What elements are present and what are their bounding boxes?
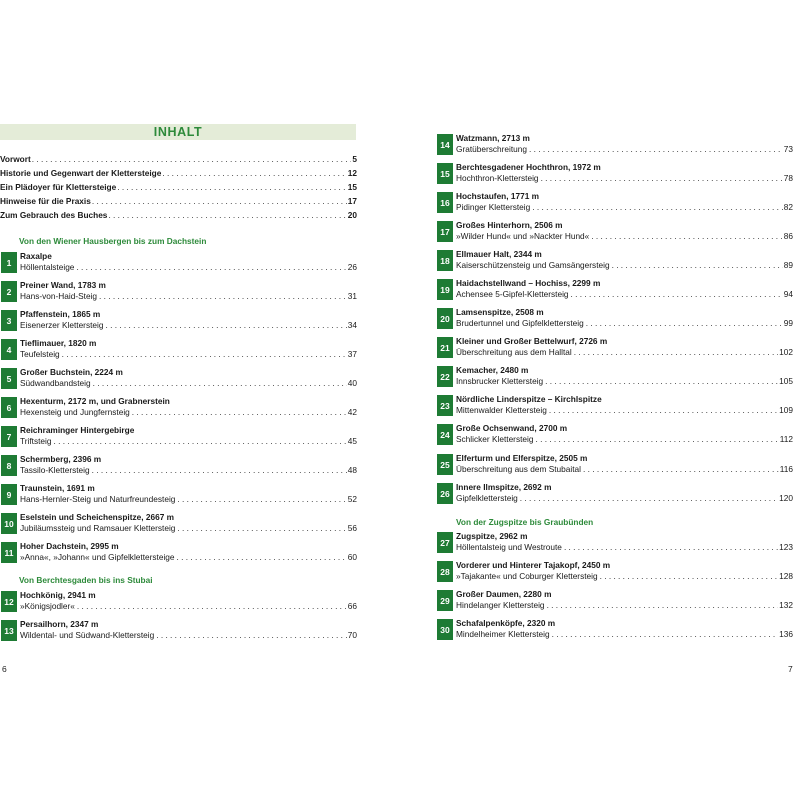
toc-entry[interactable] bbox=[1, 281, 357, 307]
route-page: 52 bbox=[347, 494, 357, 504]
section-heading: Von der Zugspitze bis Graubünden bbox=[456, 517, 594, 527]
route-number-badge: 15 bbox=[437, 163, 453, 184]
toc-entry[interactable] bbox=[1, 455, 357, 481]
toc-entry[interactable] bbox=[1, 620, 357, 646]
route-page: 86 bbox=[783, 231, 793, 241]
route-page: 105 bbox=[779, 376, 793, 386]
toc-entry[interactable] bbox=[1, 339, 357, 365]
route-number-badge: 6 bbox=[1, 397, 17, 418]
route-subtitle: Hexensteig und Jungfernsteig bbox=[20, 407, 130, 417]
route-subtitle: Achensee 5-Gipfel-Klettersteig bbox=[456, 289, 569, 299]
toc-entry[interactable] bbox=[1, 310, 357, 336]
route-title: Kleiner und Großer Bettelwurf, 2726 m bbox=[456, 336, 608, 346]
route-number-badge: 14 bbox=[437, 134, 453, 155]
route-title: Eselstein und Scheichenspitze, 2667 m bbox=[20, 512, 175, 522]
route-number-badge: 5 bbox=[1, 368, 17, 389]
route-number-badge: 24 bbox=[437, 424, 453, 445]
route-page: 48 bbox=[347, 465, 357, 475]
route-number-badge: 22 bbox=[437, 366, 453, 387]
route-number-badge: 2 bbox=[1, 281, 17, 302]
route-number-badge: 25 bbox=[437, 454, 453, 475]
route-subtitle: »Anna«, »Johann« und Gipfelklettersteige bbox=[20, 552, 175, 562]
route-number-badge: 30 bbox=[437, 619, 453, 640]
route-title: Große Ochsenwand, 2700 m bbox=[456, 423, 568, 433]
route-number-badge: 29 bbox=[437, 590, 453, 611]
toc-entry[interactable] bbox=[1, 513, 357, 539]
toc-intro-row[interactable]: Vorwort . . . 5 bbox=[0, 154, 357, 168]
route-number-badge: 18 bbox=[437, 250, 453, 271]
route-subtitle: Hans-von-Haid-Steig bbox=[20, 291, 98, 301]
route-page: 128 bbox=[779, 571, 793, 581]
route-title: Hexenturm, 2172 m, und Grabnerstein bbox=[20, 396, 170, 406]
route-title: Kemacher, 2480 m bbox=[456, 365, 529, 375]
route-page: 45 bbox=[347, 436, 357, 446]
route-page: 99 bbox=[783, 318, 793, 328]
route-title: Tieflimauer, 1820 m bbox=[20, 338, 97, 348]
toc-entry[interactable] bbox=[1, 397, 357, 423]
toc-entry[interactable] bbox=[437, 337, 793, 363]
route-title: Zugspitze, 2962 m bbox=[456, 531, 528, 541]
route-title: Großer Daumen, 2280 m bbox=[456, 589, 552, 599]
route-page: 26 bbox=[347, 262, 357, 272]
toc-entry[interactable] bbox=[437, 561, 793, 587]
route-number-badge: 19 bbox=[437, 279, 453, 300]
toc-intro-row[interactable]: Hinweise für die Praxis . . . 17 bbox=[0, 196, 357, 210]
route-title: Hochstaufen, 1771 m bbox=[456, 191, 539, 201]
route-title: Großer Buchstein, 2224 m bbox=[20, 367, 123, 377]
route-subtitle: Mindelheimer Klettersteig bbox=[456, 629, 550, 639]
toc-entry[interactable] bbox=[437, 454, 793, 480]
route-page: 82 bbox=[783, 202, 793, 212]
toc-entry[interactable] bbox=[1, 542, 357, 568]
route-title: Persailhorn, 2347 m bbox=[20, 619, 99, 629]
toc-entry[interactable] bbox=[437, 308, 793, 334]
route-number-badge: 28 bbox=[437, 561, 453, 582]
route-subtitle: Mittenwalder Klettersteig bbox=[456, 405, 547, 415]
intro-list bbox=[0, 154, 357, 224]
route-page: 66 bbox=[347, 601, 357, 611]
toc-entry[interactable] bbox=[1, 484, 357, 510]
route-page: 94 bbox=[783, 289, 793, 299]
toc-intro-row[interactable]: Historie und Gegenwart der Klettersteige . . . 12 bbox=[0, 168, 357, 182]
route-subtitle: »Tajakante« und Coburger Klettersteig bbox=[456, 571, 598, 581]
toc-entry[interactable] bbox=[437, 590, 793, 616]
toc-entry[interactable] bbox=[437, 221, 793, 247]
route-number-badge: 21 bbox=[437, 337, 453, 358]
route-number-badge: 1 bbox=[1, 252, 17, 273]
route-title: Preiner Wand, 1783 m bbox=[20, 280, 106, 290]
route-title: Pfaffenstein, 1865 m bbox=[20, 309, 101, 319]
route-subtitle: Schlicker Klettersteig bbox=[456, 434, 534, 444]
route-subtitle: Höllentalsteig und Westroute bbox=[456, 542, 562, 552]
route-subtitle: Wildental- und Südwand-Klettersteig bbox=[20, 630, 155, 640]
route-page: 78 bbox=[783, 173, 793, 183]
route-number-badge: 3 bbox=[1, 310, 17, 331]
route-title: Schafalpenköpfe, 2320 m bbox=[456, 618, 556, 628]
route-title: Traunstein, 1691 m bbox=[20, 483, 95, 493]
route-number-badge: 10 bbox=[1, 513, 17, 534]
page-title: INHALT bbox=[153, 125, 203, 139]
route-subtitle: Jubiläumssteig und Ramsauer Klettersteig bbox=[20, 523, 176, 533]
toc-entry[interactable] bbox=[437, 366, 793, 392]
route-page: 37 bbox=[347, 349, 357, 359]
route-page: 89 bbox=[783, 260, 793, 270]
route-number-badge: 13 bbox=[1, 620, 17, 641]
route-page: 102 bbox=[779, 347, 793, 357]
route-number-badge: 8 bbox=[1, 455, 17, 476]
route-page: 73 bbox=[783, 144, 793, 154]
page-number: 6 bbox=[2, 664, 7, 674]
toc-entry[interactable] bbox=[437, 192, 793, 218]
route-number-badge: 4 bbox=[1, 339, 17, 360]
route-subtitle: Hans-Hernler-Steig und Naturfreundesteig bbox=[20, 494, 176, 504]
toc-entry[interactable] bbox=[437, 532, 793, 558]
route-subtitle: Eisenerzer Klettersteig bbox=[20, 320, 104, 330]
route-subtitle: Tassilo-Klettersteig bbox=[20, 465, 90, 475]
page-number: 7 bbox=[788, 664, 793, 674]
toc-entry[interactable] bbox=[437, 395, 793, 421]
toc-entry[interactable] bbox=[437, 483, 793, 509]
route-page: 136 bbox=[779, 629, 793, 639]
route-subtitle: Gipfelklettersteig bbox=[456, 493, 518, 503]
route-page: 40 bbox=[347, 378, 357, 388]
route-page: 34 bbox=[347, 320, 357, 330]
route-title: Reichraminger Hintergebirge bbox=[20, 425, 135, 435]
route-subtitle: Triftsteig bbox=[20, 436, 52, 446]
toc-entry[interactable] bbox=[437, 163, 793, 189]
toc-entry[interactable] bbox=[1, 591, 357, 617]
section-heading: Von Berchtesgaden bis ins Stubai bbox=[19, 575, 153, 585]
section-heading: Von den Wiener Hausbergen bis zum Dachstein bbox=[19, 236, 207, 246]
route-title: Schermberg, 2396 m bbox=[20, 454, 102, 464]
route-title: Watzmann, 2713 m bbox=[456, 133, 530, 143]
route-page: 56 bbox=[347, 523, 357, 533]
route-number-badge: 17 bbox=[437, 221, 453, 242]
route-subtitle: Überschreitung aus dem Halltal bbox=[456, 347, 572, 357]
route-title: Großes Hinterhorn, 2506 m bbox=[456, 220, 563, 230]
route-subtitle: Gratüberschreitung bbox=[456, 144, 528, 154]
route-subtitle: Überschreitung aus dem Stubaital bbox=[456, 464, 581, 474]
toc-entry[interactable] bbox=[437, 619, 793, 645]
route-page: 123 bbox=[779, 542, 793, 552]
route-number-badge: 27 bbox=[437, 532, 453, 553]
route-subtitle: Südwandbandsteig bbox=[20, 378, 91, 388]
toc-entry[interactable] bbox=[1, 426, 357, 452]
route-subtitle: Hindelanger Klettersteig bbox=[456, 600, 545, 610]
route-page: 116 bbox=[779, 464, 793, 474]
toc-entry[interactable] bbox=[437, 250, 793, 276]
route-page: 120 bbox=[779, 493, 793, 503]
toc-entry[interactable] bbox=[437, 134, 793, 160]
route-subtitle: »Wilder Hund« und »Nackter Hund« bbox=[456, 231, 590, 241]
route-title: Lamsenspitze, 2508 m bbox=[456, 307, 544, 317]
route-number-badge: 20 bbox=[437, 308, 453, 329]
route-subtitle: Höllentalsteige bbox=[20, 262, 75, 272]
route-title: Elferturm und Elferspitze, 2505 m bbox=[456, 453, 588, 463]
route-title: Haidachstellwand – Hochiss, 2299 m bbox=[456, 278, 601, 288]
route-page: 132 bbox=[779, 600, 793, 610]
route-subtitle: »Königsjodler« bbox=[20, 601, 75, 611]
toc-entry[interactable] bbox=[437, 279, 793, 305]
route-title: Innere Ilmspitze, 2692 m bbox=[456, 482, 552, 492]
toc-intro-row[interactable]: Ein Plädoyer für Klettersteige . . . 15 bbox=[0, 182, 357, 196]
route-page: 31 bbox=[347, 291, 357, 301]
toc-entry[interactable] bbox=[1, 368, 357, 394]
route-number-badge: 23 bbox=[437, 395, 453, 416]
route-page: 112 bbox=[779, 434, 793, 444]
route-title: Hoher Dachstein, 2995 m bbox=[20, 541, 119, 551]
route-title: Vorderer und Hinterer Tajakopf, 2450 m bbox=[456, 560, 611, 570]
route-subtitle: Pidinger Klettersteig bbox=[456, 202, 531, 212]
route-subtitle: Innsbrucker Klettersteig bbox=[456, 376, 544, 386]
toc-entry[interactable] bbox=[437, 424, 793, 450]
route-number-badge: 16 bbox=[437, 192, 453, 213]
route-number-badge: 11 bbox=[1, 542, 17, 563]
route-page: 60 bbox=[347, 552, 357, 562]
route-title: Hochkönig, 2941 m bbox=[20, 590, 96, 600]
route-number-badge: 7 bbox=[1, 426, 17, 447]
route-subtitle: Kaiserschützensteig und Gamsängersteig bbox=[456, 260, 610, 270]
route-number-badge: 12 bbox=[1, 591, 17, 612]
toc-intro-row[interactable]: Zum Gebrauch des Buches . . . 20 bbox=[0, 210, 357, 224]
route-page: 109 bbox=[779, 405, 793, 415]
route-subtitle: Teufelsteig bbox=[20, 349, 60, 359]
route-subtitle: Brudertunnel und Gipfelklettersteig bbox=[456, 318, 584, 328]
route-title: Nördliche Linderspitze – Kirchlspitze bbox=[456, 394, 602, 404]
route-title: Berchtesgadener Hochthron, 1972 m bbox=[456, 162, 601, 172]
toc-entry[interactable] bbox=[1, 252, 357, 278]
route-title: Raxalpe bbox=[20, 251, 52, 261]
route-title: Ellmauer Halt, 2344 m bbox=[456, 249, 542, 259]
route-number-badge: 26 bbox=[437, 483, 453, 504]
route-page: 42 bbox=[347, 407, 357, 417]
route-number-badge: 9 bbox=[1, 484, 17, 505]
route-page: 70 bbox=[347, 630, 357, 640]
route-subtitle: Hochthron-Klettersteig bbox=[456, 173, 539, 183]
